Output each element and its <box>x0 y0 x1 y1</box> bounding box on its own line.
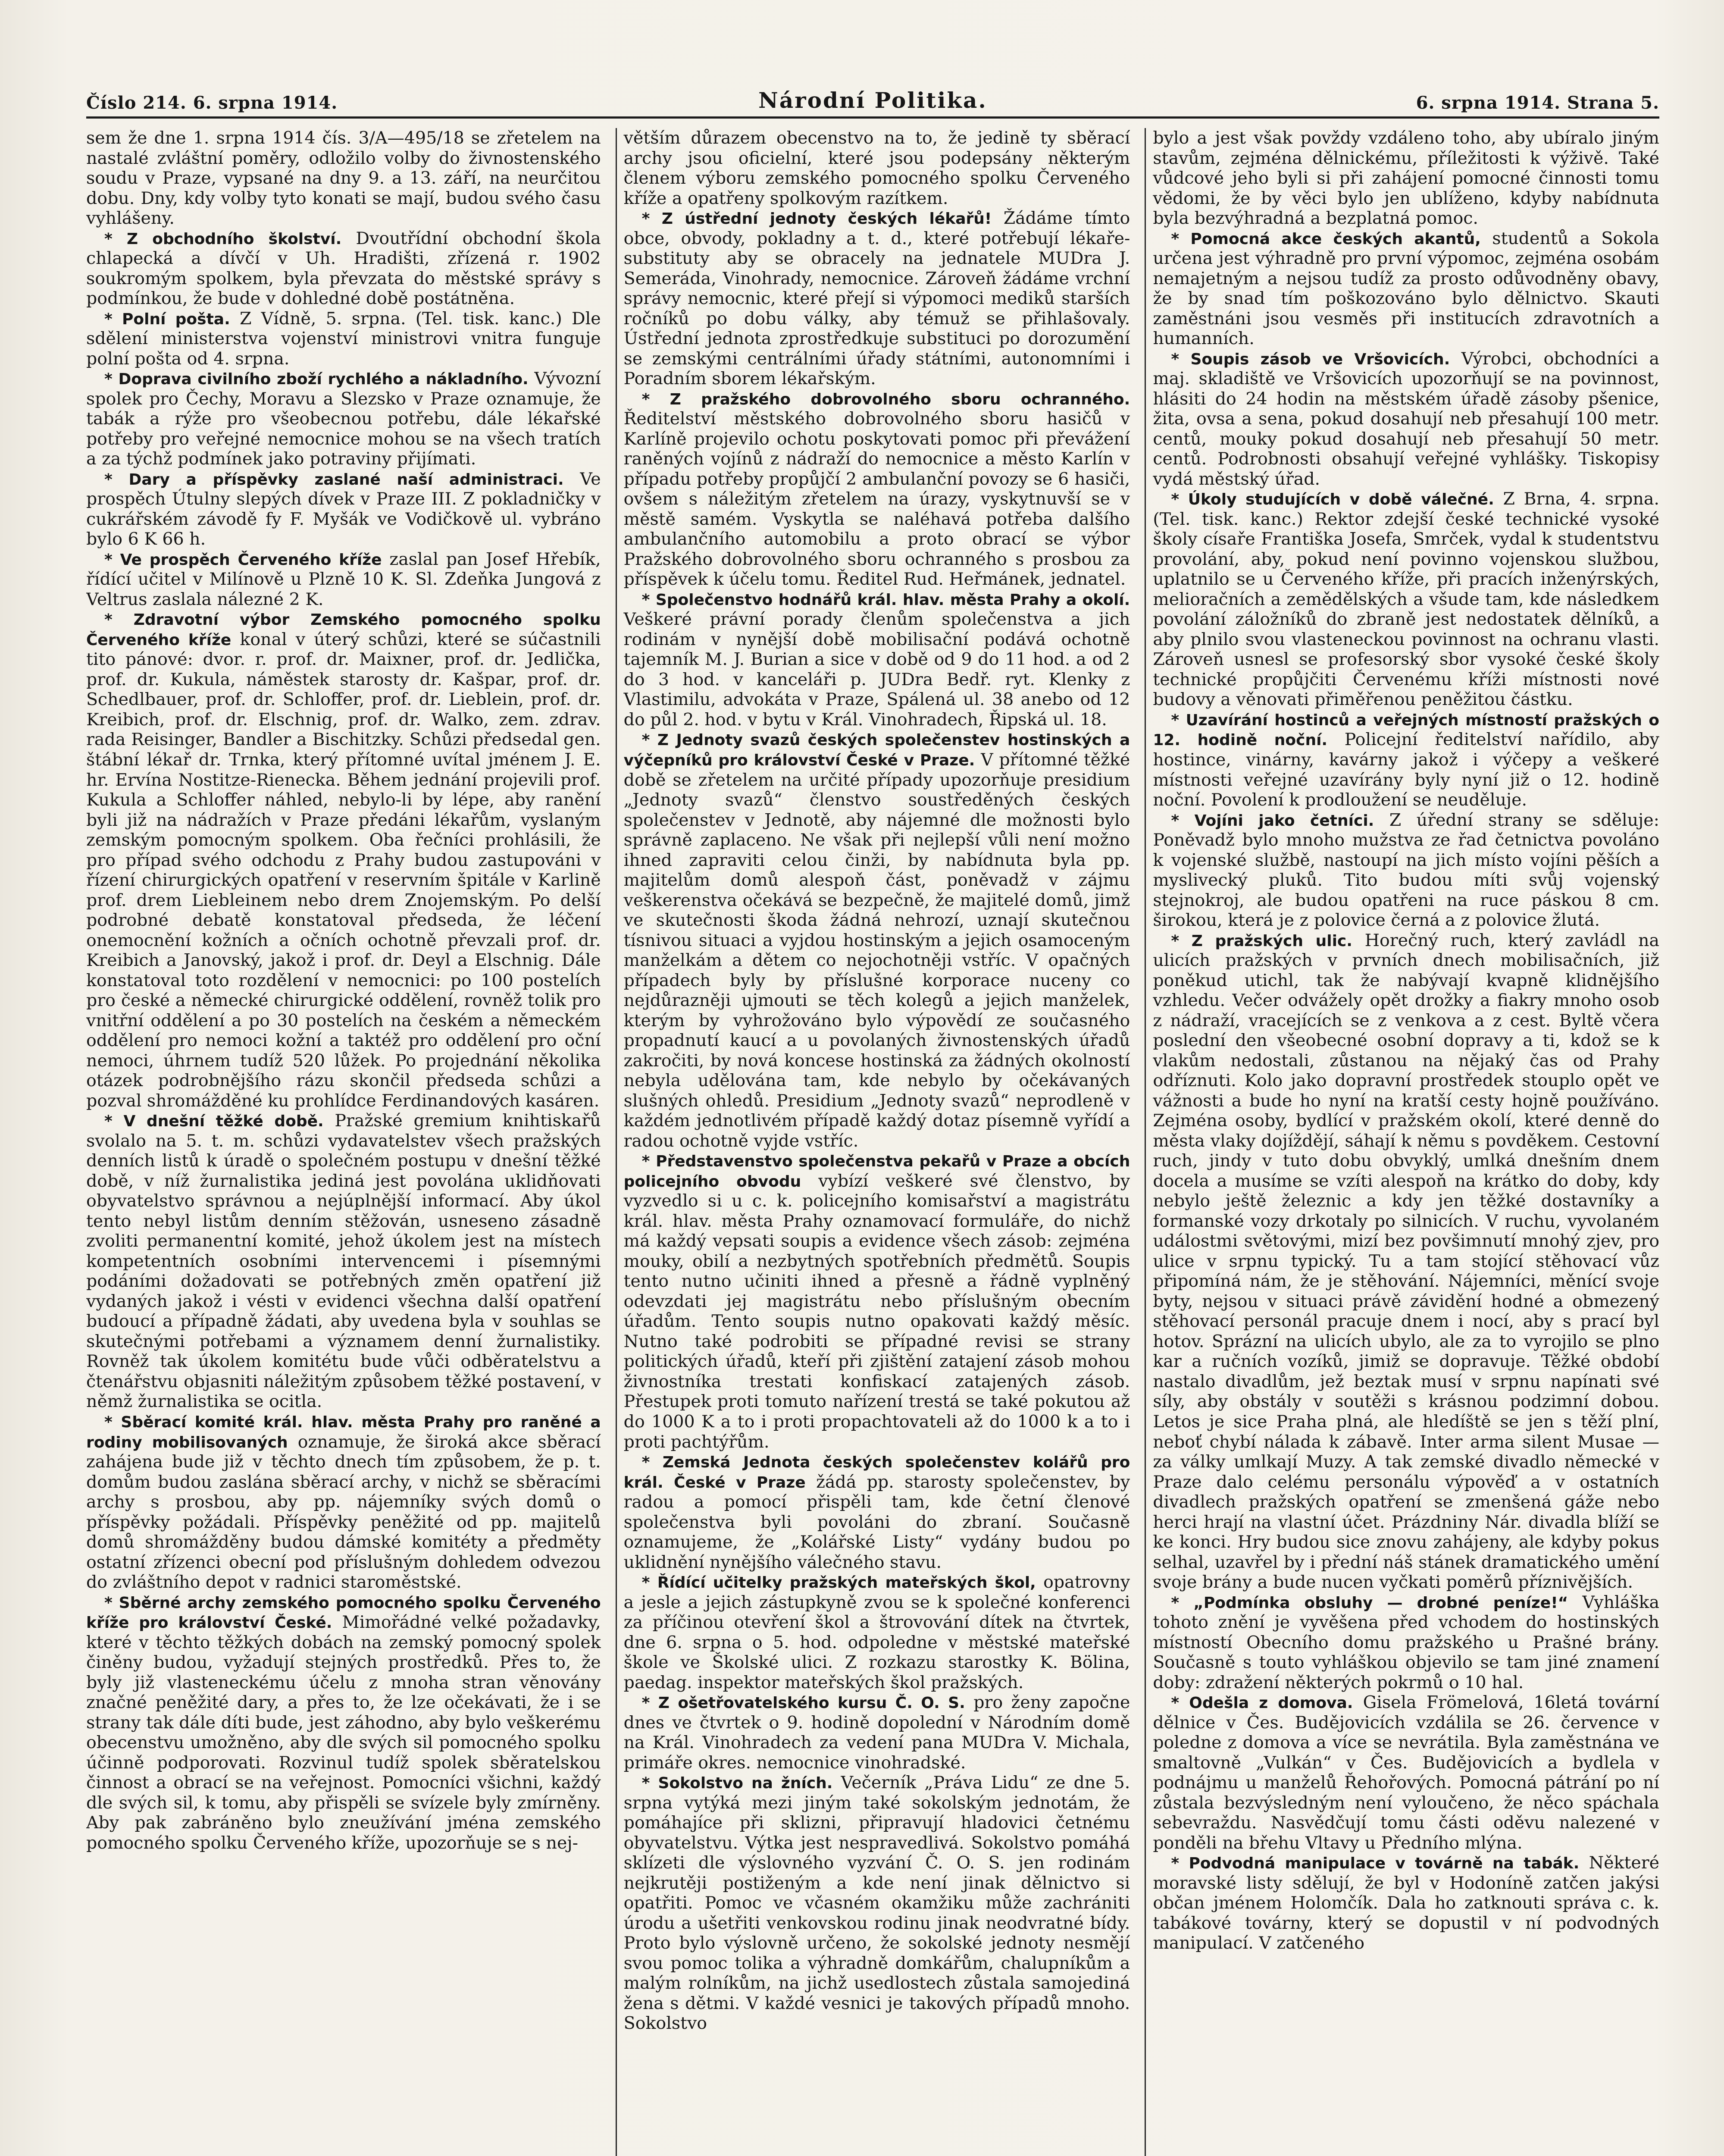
article-paragraph <box>624 589 1130 730</box>
article-body: Výrobci, obchodníci a maj. skladiště ve Vršovicích upozorňují se na povinnost, hlásiti do 24 hodin na městském úřadě zásoby pšenice, žita, ovsa a sena, pokud dosahují neb přesahují 100 metr. centů, mouky pokud dosahují neb přesahují 50 metr. centů. Podrobnosti obsahují veřejné vyhlášky. Tiskopisy vydá městský úřad. <box>1153 348 1659 489</box>
article-paragraph <box>624 1452 1130 1572</box>
article-body: Policejní ředitelství nařídilo, aby hostince, vinárny, kavárny jakož i výčepy a veškeré místnosti veřejné uzavírány byly nyní již o 12. hodině noční. Povolení k prodloužení se neuděluje. <box>1153 730 1659 810</box>
article-body: Večerník „Práva Lidu“ ze dne 5. srpna vytýká mezi jiným také sokolským jednotám, že pomáhajíce při sklizni, připravují hladovici četnému obyvatelstvu. Výtka jest nespravedlivá. Sokolstvo pomáhá sklízeti dle výslovného vyzvání Č. O. S. jen rodinám nejkrutěji postiženým a kde není jinak dělnictvo si opatřiti. Pomoc ve včasném okamžiku může zachrániti úrodu a ušetřiti venkovskou rodinu jinak neodvratné bídy. Proto bylo výslovně určeno, že sokolské jednoty nesmějí svou pomoc tolika a výhradně domkářům, chalupníkům a malým rolníkům, na jichž usedlostech zůstala samojediná žena s dětmi. V každé vesnici je takových případů mnoho. Sokolstvo <box>623 1773 1130 2034</box>
article-heading: * Dary a příspěvky zaslané naší administraci. <box>104 470 564 489</box>
article-body: Z Brna, 4. srpna. (Tel. tisk. kanc.) Rektor zdejší české technické vysoké školy císaře Františka Josefa, Smrček, vydal k studentstvu provolání, aby, pokud není povinno vojenskou službou, uplatnilo se u Červeného kříže, při pracích inženýrských, melioračních a zemědělských a všude tam, kde následkem povolání záložníků do zbraně jest nedostatek dělníků, a aby plnilo svou vlasteneckou povinnost na ochranu vlasti. Zároveň usnesl se profesorský sbor vysoké české školy technické propůjčiti Červenému kříži místnosti nové budovy a věnovati přiměřenou peněžitou částku. <box>1153 489 1659 710</box>
article-heading: * Podvodná manipulace v továrně na tabák. <box>1171 1855 1580 1873</box>
article-body: Vývozní spolek pro Čechy, Moravu a Slezsko v Praze oznamuje, že tabák a rýže pro všeobecnou potřebu, dále lékařské potřeby pro veřejné nemocnice mohou se na všech tratích a za týchž podmínek jako potraviny přijímati. <box>86 369 601 469</box>
article-body: Z Vídně, 5. srpna. (Tel. tisk. kanc.) Dle sdělení ministerstva vojenství ministrovi vnitra funguje polní pošta od 4. srpna. <box>86 308 601 369</box>
article-body: sem že dne 1. srpna 1914 čís. 3/A—495/18 se zřetelem na nastalé zvláštní poměry, odložilo volby do živnostenského soudu v Praze, vypsané na dny 9. a 13. září, na neurčitou dobu. Dny, kdy volby tyto konati se mají, budou svého času vyhlášeny. <box>86 128 601 229</box>
article-heading: * Sběrné archy zemského pomocného spolku Červeného kříže pro království České. <box>86 1594 601 1632</box>
article-paragraph <box>624 1572 1130 1692</box>
article-paragraph <box>1153 1692 1659 1853</box>
article-body: vybízí veškeré své členstvo, by vyzvedlo si u c. k. policejního komisařství a magistrátu král. hlav. města Prahy oznamovací formuláře, do nichž má každý vepsati soupis a evidence všech zásob: zejména mouky, obilí a nezbytných spotřebních předmětů. Soupis tento nutno učiniti ihned a přesně a řádně vyplněný odevzdati jej magistrátu nebo příslušným obecním úřadům. Tento soupis nutno opakovati každý měsíc. Nutno také podrobiti se případné revisi se strany politických úřadů, kteří při zjištění zatajení zásob mohou živnostníka trestati konfiskací zatajených zásob. Přestupek proti tomuto nařízení trestá se také pokutou až do 1000 K a to i proti propachtovateli až do 1000 k a to i proti pachtýřům. <box>623 1171 1130 1452</box>
article-body: pro ženy započne dnes ve čtvrtek o 9. hodině dopolední v Národním domě na Král. Vinohradech za vedení pana MUDra V. Michala, primáře okres. nemocnice vinohradské. <box>623 1692 1130 1773</box>
article-body: zaslal pan Josef Hřebík, řídící učitel v Milínově u Plzně 10 K. Sl. Zdeňka Jungová z Veltrus zaslala nálezné 2 K. <box>86 549 601 609</box>
article-heading: * Sokolstvo na žních. <box>641 1774 833 1792</box>
article-body: Ředitelství městského dobrovolného sboru hasičů v Karlíně projevilo ochotu poskytovati pomoc při převážení raněných vojínů z nádraží do nemocnice a město Karlín v případu potřeby propůjčí 2 ambulanční povozy se 6 hasiči, ovšem s náležitým zřetelem na úrazy, vyskytnuvší se v městě samém. Vyskytla se naléhavá potřeba dalšího ambulančního automobilu a proto obrací se výbor Pražského dobrovolného sboru ochranného s prosbou za příspěvek k účelu tomu. Ředitel Rud. Heřmánek, jednatel. <box>623 409 1130 589</box>
article-body: Vyhláška tohoto znění je vyvěšena před vchodem do hostinských místností Obecního domu pražského u Prašné brány. Současně s touto vyhláškou objevilo se tam jiné znamení doby: zdražení některých pokrmů o 10 hal. <box>1153 1592 1659 1692</box>
article-body: větším důrazem obecenstvo na to, že jedině ty sběrací archy jsou oficielní, které jsou podepsány některým členem výboru zemského pomocného spolku Červeného kříže a opatřeny spolkovým razítkem. <box>623 128 1130 208</box>
article-heading: * Z ošetřovatelského kursu Č. O. S. <box>641 1694 965 1712</box>
article-body: Žádáme tímto obce, obvody, pokladny a t. d., které potřebují lékaře-substituty aby se obracely na jednatele MUDra J. Semeráda, Vinohrady, nemocnice. Zároveň žádáme vrchní správy nemocnic, které přejí si výpomoci mediků starších ročníků po dobu války, aby témuž se přihlašovaly. Ústřední jednota zprostředkuje substituci po dorozumění se zemskými centrálními úřady státními, autonomními i Poradním sborem lékařským. <box>623 208 1130 389</box>
article-heading: * Uzavírání hostinců a veřejných místností pražských o 12. hodině noční. <box>1153 711 1659 749</box>
page-number: 6. srpna 1914. Strana 5. <box>1416 93 1659 113</box>
article-paragraph <box>1153 489 1659 710</box>
article-body: Z úřední strany se sděluje: Poněvadž bylo mnoho mužstva ze řad četnictva povoláno k vojenské službě, nastoupí na jich místo vojíni pěších a myslivecký pluků. Tito budou míti svůj vojenský stejnokroj, ale budou opatřeni na ruce páskou 8 cm. širokou, která je z polovice černá a z polovice žlutá. <box>1153 810 1659 931</box>
article-body: Některé moravské listy sdělují, že byl v Hodoníně zatčen jakýsi občan jménem Holomčík. Dala ho zatknouti správa c. k. tabákové továrny, který se dopustil v ní podvodných manipulací. V zatčeného <box>1153 1853 1659 1953</box>
article-paragraph <box>86 1412 601 1592</box>
article-paragraph <box>624 1151 1130 1452</box>
article-heading: * Řídící učitelky pražských mateřských škol, <box>641 1574 1036 1592</box>
article-heading: * Společenstvo hodnářů král. hlav. města Prahy a okolí. <box>641 591 1130 609</box>
article-heading: * Vojíni jako četníci. <box>1171 812 1374 830</box>
article-body: žádá pp. starosty společenstev, by radou a pomocí přispěli tam, kde četní členové společenstva byli povoláni do zbraní. Současně oznamujeme, že „Kolářské Listy“ vydány budou po uklidnění nynějšího válečného stavu. <box>623 1472 1130 1572</box>
article-paragraph <box>86 1592 601 1853</box>
column-left <box>86 128 601 2156</box>
article-heading: * Z pražského dobrovolného sboru ochranného. <box>641 390 1130 408</box>
article-paragraph <box>1153 931 1659 1592</box>
article-heading: * „Podmínka obsluhy — drobné peníze!“ <box>1171 1594 1568 1612</box>
article-paragraph <box>1153 128 1659 229</box>
article-paragraph <box>86 609 601 1111</box>
issue-date: Číslo 214. 6. srpna 1914. <box>86 93 338 113</box>
article-heading: * Ve prospěch Červeného kříže <box>104 551 382 569</box>
column-middle <box>616 128 1130 2156</box>
article-body: Mimořádné velké požadavky, které v těchto těžkých dobách na zemský pomocný spolek činěny budou, vyžadují stejných prostředků. Přes to, že byly již vlasteneckému účelu z mnoha stran věnovány značné peněžité dary, a přes to, že lze očekávati, že i se strany tak dále díti bude, jest záhodno, aby bylo veškerému obecenstvu umožněno, aby dle svých sil pomocného spolku účinně podporovati. Rozvinul tudíž spolek sběratelskou činnost a obrací se na veřejnost. Pomocníci všichni, každý dle svých sil, k tomu, aby přispěli se svízele byly zmírněny. Aby pak zabráněno bylo zneužívání jména zemského pomocného spolku Červeného kříže, upozorňuje se s nej- <box>86 1612 601 1853</box>
article-paragraph <box>1153 710 1659 810</box>
article-heading: * Z Jednoty svazů českých společenstev hostinských a výčepníků pro království České v Praze. <box>623 731 1130 769</box>
article-paragraph <box>86 1111 601 1412</box>
article-body: V přítomné těžké době se zřetelem na určité případy upozorňuje presidium „Jednoty svazů“ členstvo soustředěných českých společenstev v Jednotě, aby nájemné dle možnosti bylo správně zaplaceno. Ne však při nejlepší vůli není možno ihned zapraviti celou činži, by nabídnuta byla pp. majitelům domů alespoň část, poněvadž v zájmu veškerenstva očekává se bezpečně, že majitelé domů, jimž ve skutečnosti škoda žádná nehrozí, uznají skutečnou tísnivou situaci a vyjdou hostinským a jejich osamoceným manželkám a dětem co nejochotněji vstříc. V opačných případech byly by příslušné korporace nuceny co nejdůrazněji ujmouti se těch kolegů a jejich manželek, kterým by vyhrožováno bylo výpovědí ze současného propadnutí kaucí a u povolaných živnostenských úřadů zakročiti, by nová koncese hostinská za žádných okolností nebyla udělována tam, kde nebylo by očekávaných slušných ohledů. Presidium „Jednoty svazů“ neprodleně v každém jednotlivém případě každý dotaz písemně vyřídí a radou ochotně vyjde vstříc. <box>623 749 1130 1151</box>
article-paragraph <box>624 1692 1130 1773</box>
article-paragraph <box>1153 349 1659 489</box>
article-heading: * Zemská Jednota českých společenstev kolářů pro král. České v Praze <box>623 1454 1130 1492</box>
article-columns <box>86 128 1659 2156</box>
article-heading: * V dnešní těžké době. <box>104 1112 324 1131</box>
article-paragraph <box>1153 1592 1659 1693</box>
article-heading: * Představenstvo společenstva pekařů v Praze a obcích policejního obvodu <box>623 1153 1130 1191</box>
article-paragraph <box>1153 229 1659 349</box>
article-heading: * Úkoly studujících v době válečné. <box>1171 491 1494 509</box>
article-heading: * Soupis zásob ve Vršovicích. <box>1171 350 1450 368</box>
article-heading: * Pomocná akce českých akantů, <box>1171 230 1481 248</box>
article-paragraph <box>86 369 601 469</box>
article-heading: * Odešla z domova. <box>1171 1694 1353 1712</box>
article-body: Veškeré právní porady členům společenstva a jich rodinám v nynější době mobilisační podává ochotně tajemník M. J. Burian a sice v době od 9 do 11 hod. a od 2 do 3 hod. v kanceláři p. JUDra Bedř. ryt. Klenky z Vlastimilu, advokáta v Praze, Spálená ul. 38 anebo od 12 do půl 2. hod. v bytu v Král. Vinohradech, Řipská ul. 18. <box>623 609 1130 730</box>
article-body: studentů a Sokola určena jest výhradně pro první výpomoc, zejména osobám nemajetným a nejsou tudíž za prosto odůvodněny obavy, že by snad tím poškozováno bylo dělnictvo. Skauti zaměstnáni jsou vesměs při institucích zdravotních a humanních. <box>1153 228 1659 349</box>
article-body: Dvoutřídní obchodní škola chlapecká a dívčí v Uh. Hradišti, zřízená r. 1902 soukromým spolkem, byla převzata do městské správy s podmínkou, že bude v dohledné době postátněna. <box>86 228 601 309</box>
article-paragraph <box>86 549 601 610</box>
column-right <box>1145 128 1659 2156</box>
article-body: opatrovny a jesle a jejich zástupkyně zvou se k společné konferenci za příčinou otevření škol a štrovování dítek na čtvrtek, dne 6. srpna o 5. hod. odpoledne v městské mateřské škole ve Školské ulici. Z rozkazu starostky K. Bölina, paedag. inspektor mateřských škol pražských. <box>623 1572 1130 1692</box>
newspaper-title: Národní Politika. <box>758 88 987 113</box>
article-heading: * Doprava civilního zboží rychlého a nákladního. <box>104 370 529 389</box>
article-paragraph <box>86 128 601 229</box>
article-body: Pražské gremium knihtiskařů svolalo na 5. t. m. schůzi vydavatelstev všech pražských denních listů k úradě o společném postupu v dnešní těžké době, v níž žurnalistika jediná jest povolána uklidňovati obyvatelstvo správnou a nejúplnější informací. Aby úkol tento nebyl listům denním stěžován, usneseno zásadně zvoliti permanentní komité, jehož úkolem jest na místech kompetentních osobními intervencemi i písemnými podáními dožadovati se potřebných změn opatření již vydaných jakož i vésti v evidenci všechna další opatření budoucí a případně žádati, aby uvedena byla v souhlas se skutečnými potřebami a významem denní žurnalistiky. Rovněž tak úkolem komitétu bude vůči odběratelstvu a čtenářstvu objasniti náležitým způsobem těžké postavení, v němž žurnalistika se ocitla. <box>86 1111 601 1412</box>
article-heading: * Zdravotní výbor Zemského pomocného spolku Červeného kříže <box>86 611 601 649</box>
article-body: konal v úterý schůzi, které se súčastnili tito pánové: dvor. r. prof. dr. Maixner, prof. dr. Jedlička, prof. dr. Kukula, náměstek starosty dr. Kašpar, prof. dr. Schedlbauer, prof. dr. Schloffer, prof. dr. Lieblein, prof. dr. Kreibich, prof. dr. Elschnig, prof. dr. Walko, zem. zdrav. rada Reisinger, Bandler a Bischitzky. Schůzi předsedal gen. štábní lékař dr. Trnka, který přítomné uvítal jménem J. E. hr. Ervína Nostitze-Rienecka. Během jednání projevili prof. Kukula a Schloffer náhled, nebylo-li by lépe, aby ranění byli již na nádražích v Praze předáni lékařům, vyslaným zemským pomocným spolkem. Oba řečníci prohlásili, že pro případ svého odchodu z Prahy budou zastupováni v řízení chirurgických opatření v reservním špitále v Karlině prof. drem Liebleinem nebo drem Znojemským. Po delší podrobné debatě konstatoval předseda, že léčení onemocnění kožních a očních ochotně převzali prof. dr. Kreibich a Janovský, jakož i prof. dr. Deyl a Elschnig. Dále konstatoval toto rozdělení v nemocnici: po 100 postelích pro české a německé chirurgické oddělení, rovněž tolik pro vnitřní oddělení a po 30 postelích na českém a německém oddělení pro nemoci kožní a taktéž pro oddělení pro oční nemoci, úhrnem tudíž 520 lůžek. Po projednání několika otázek podrobnějšího rázu skončil předseda schůzi a pozval shromážděné ku prohlídce Ferdinandových kasáren. <box>86 629 601 1111</box>
article-heading: * Z ústřední jednoty českých lékařů! <box>641 210 992 228</box>
article-body: oznamuje, že široká akce sběrací zahájena bude již v těchto dnech tím způsobem, že p. t. domům budou zaslána sběrací archy, v nichž se sběracími archy s prosbou, aby pp. nájemníky svých domů o příspěvky požádali. Příspěvky peněžité od pp. majitelů domů shromážděny budou dámské komitéty a předměty ostatní zřízenci obecní pod příslušným dohledem odvezou do zvláštního depot v radnici staroměstské. <box>86 1432 601 1592</box>
masthead <box>86 86 1659 119</box>
article-paragraph <box>1153 1853 1659 1953</box>
article-heading: * Polní pošta. <box>104 310 230 328</box>
article-body: bylo a jest však povždy vzdáleno toho, aby ubíralo jiným stavům, zejména dělnickému, příležitosti k výživě. Také vůdcové jeho byli si při zahájení pomocné činnosti tomu vědomi, že by věci bylo jen ublíženo, kdyby nabídnuta byla bezvýhradná a bezplatná pomoc. <box>1153 128 1659 229</box>
article-paragraph <box>1153 810 1659 931</box>
article-paragraph <box>624 208 1130 389</box>
article-heading: * Sběrací komité král. hlav. města Prahy pro raněné a rodiny mobilisovaných <box>86 1413 601 1451</box>
article-body: Horečný ruch, který zavládl na ulicích pražských v prvních dnech mobilisačních, již poněkud utichl, tak že nabývají kvapně klidnějšího vzhledu. Večer odvážely opět drožky a fiakry mnoho osob z nádraží, vracejících se z venkova a z cest. Byltě včera poslední den všeobecné osobní dopravy a ti, kdož se k vlakům nedostali, zůstanou na nějaký čas od Prahy odříznuti. Kolo jako dopravní prostředek stouplo opět ve vážnosti a bude ho nyní na kratší cesty hojně používáno. Zejména osoby, bydlící v pražském okolí, které denně do města vlaky dojíždějí, sáhají k němu s povděkem. Cestovní ruch, jindy v tuto dobu obvyklý, umlká dnešním dnem docela a musíme se vzíti alespoň na krátko do doby, kdy nebylo ještě železnic a kdy jen těžké dostavníky a formanské vozy drkotaly po silnicích. V ruchu, vyvolaném událostmi světovými, mizí bez povšimnutí mnohý zjev, pro ulice v srpnu typický. Tu a tam stojící stěhovací vůz připomíná nám, že je stěhování. Nájemníci, měnící svoje byty, nejsou v situaci právě závidění hodné a obmezený stěhovací personál pracuje dnem i nocí, aby s prací byl hotov. Sprázní na ulicích ubylo, ale za to vyrojilo se plno kar a ručních vozíků, jimiž se dopravuje. Těžké období nastalo divadlům, jež beztak musí v srpnu napínati své síly, aby obstály v soutěži s krásnou podzimní dobou. Letos je sice Praha plná, ale hledíště se jen s těží plní, neboť chybí nálada k zábavě. Inter arma silent Musae — za války umlkají Muzy. A tak zemské divadlo německé v Praze dalo celému personálu výpověď a v ostatních divadlech pražských opatření se zmenšená gáže nebo herci hrají na vlastní účet. Prázdniny Nár. divadla blíží se ke konci. Hry budou sice znovu zahájeny, ale kdyby pokus selhal, uzavřel by i přední náš stánek dramatického umění svoje brány a bude nucen vyčkati poměrů příznivějších. <box>1153 930 1659 1592</box>
article-paragraph <box>624 730 1130 1151</box>
article-paragraph <box>624 128 1130 208</box>
article-paragraph <box>624 1773 1130 2034</box>
article-body: Ve prospěch Útulny slepých dívek v Praze III. Z pokladničky v cukrářském závodě fy F. Myšák ve Vodičkově ul. vybráno bylo 6 K 66 h. <box>86 469 601 549</box>
article-paragraph <box>86 309 601 369</box>
article-body: Gisela Frömelová, 16letá tovární dělnice v Čes. Budějovicích vzdálila se 26. července v poledne z domova a více se nevrátila. Byla zaměstnána ve smaltovně „Vulkán“ v Čes. Budějovicích a bydlela v podnájmu u manželů Řehořových. Pomocná pátrání po ní zůstala bezvýsledným není vyloučeno, že něco spáchala sebevraždu. Nasvědčují tomu části oděvu nalezené v ponděli na břehu Vltavy u Předního mlýna. <box>1153 1692 1659 1853</box>
article-paragraph <box>86 469 601 549</box>
article-paragraph <box>86 229 601 309</box>
article-paragraph <box>624 389 1130 589</box>
article-heading: * Z obchodního školství. <box>104 230 342 248</box>
article-heading: * Z pražských ulic. <box>1171 932 1352 950</box>
